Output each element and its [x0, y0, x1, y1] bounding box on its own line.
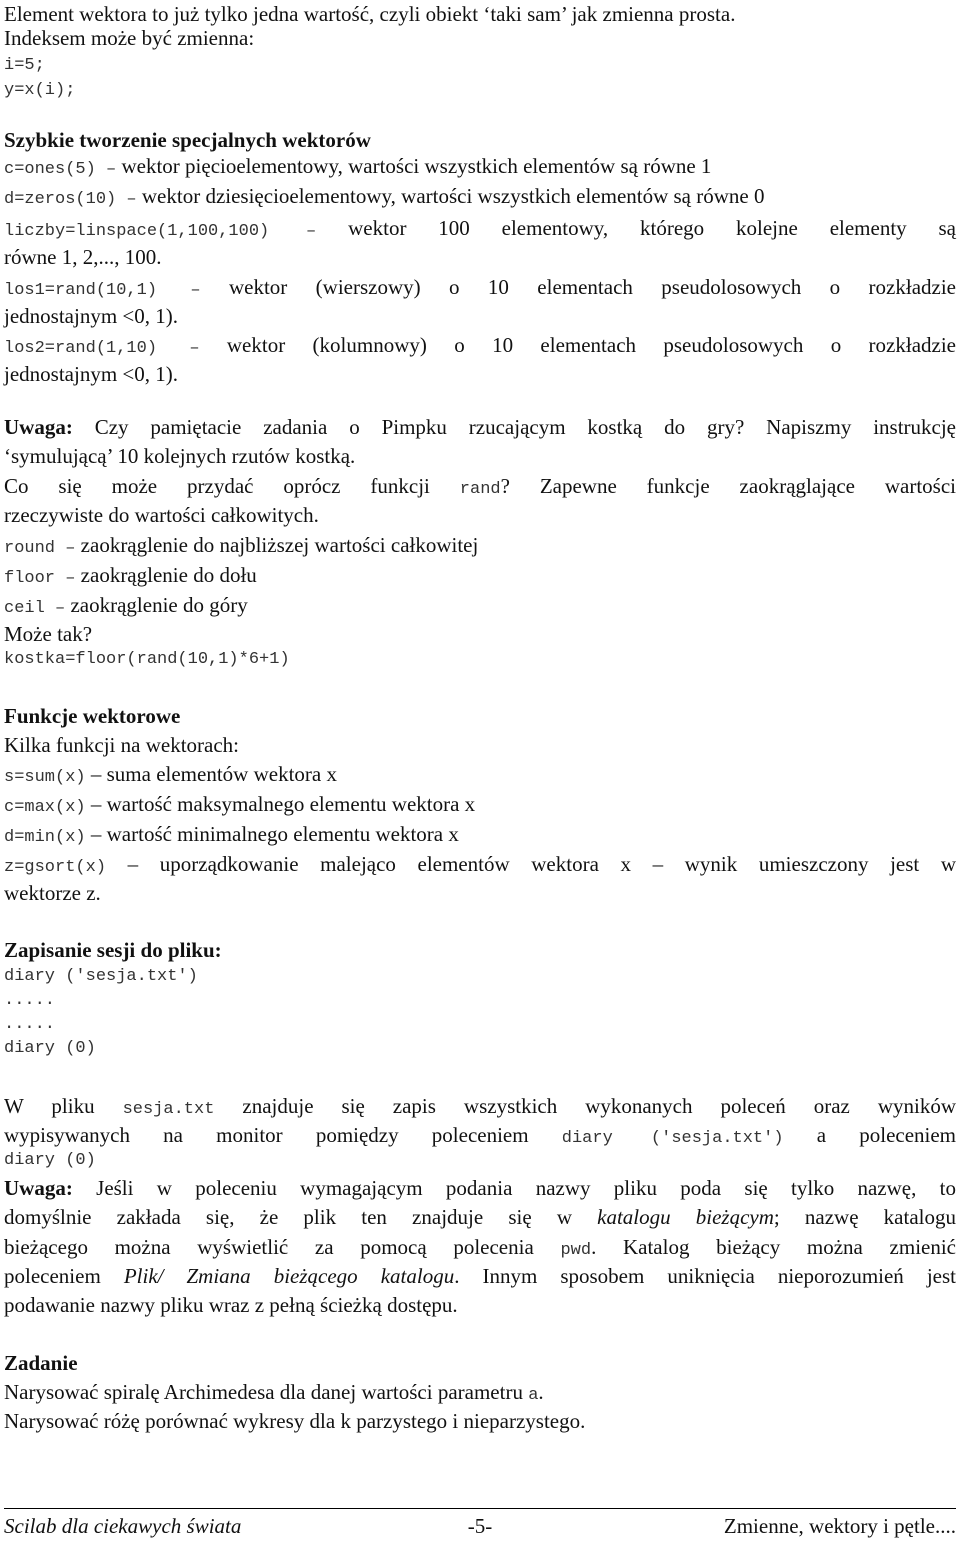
- code-linspace: liczby=linspace(1,100,100) –: [4, 222, 317, 241]
- dice-line-4: rzeczywiste do wartości całkowitych.: [4, 503, 319, 527]
- line-los2-2: jednostajnym <0, 1).: [4, 362, 178, 386]
- code-diary-open: diary ('sesja.txt'): [4, 967, 198, 986]
- code-y: y=x(i);: [4, 81, 76, 100]
- code-min: d=min(x): [4, 828, 86, 847]
- line-floor: floor – zaokrąglenie do dołu: [4, 563, 257, 588]
- task-line-1: Narysować spiralę Archimedesa dla danej wartości parametru a.: [4, 1380, 544, 1405]
- dice-line-3: Co się może przydać oprócz funkcji rand? Zapewne funkcje zaokrąglające wartości: [4, 474, 957, 499]
- note-line-4: poleceniem Plik/ Zmiana bieżącego katalogu. Innym sposobem uniknięcia nieporozumień jest: [4, 1264, 956, 1288]
- footer-rule: [4, 1508, 956, 1509]
- code-gsort: z=gsort(x): [4, 858, 107, 877]
- line-los2: los2=rand(1,10) – wektor (kolumnowy) o 10 elementach pseudolosowych o rozkładzie: [4, 333, 956, 358]
- heading-diary: Zapisanie sesji do pliku:: [4, 938, 222, 962]
- heading-vector-functions: Funkcje wektorowe: [4, 704, 181, 728]
- line-los1-2: jednostajnym <0, 1).: [4, 304, 178, 328]
- code-diary-close: diary (0): [4, 1039, 96, 1058]
- code-sesja: sesja.txt: [122, 1100, 215, 1119]
- line-round: round – zaokrąglenie do najbliższej wartości całkowitej: [4, 533, 479, 558]
- code-i: i=5;: [4, 56, 45, 75]
- code-round: round –: [4, 539, 76, 558]
- line-gsort-2: wektorze z.: [4, 881, 101, 905]
- footer-book-title: Scilab dla ciekawych świata: [4, 1514, 242, 1538]
- task-line-2: Narysować różę porównać wykresy dla k parzystego i nieparzystego.: [4, 1409, 586, 1433]
- note-line-3: bieżącego można wyświetlić za pomocą polecenia pwd. Katalog bieżący można zmienić: [4, 1235, 956, 1260]
- diary-para-line-2: wypisywanych na monitor pomiędzy poleceniem diary ('sesja.txt') a poleceniem: [4, 1123, 957, 1148]
- line-ones: c=ones(5) – wektor pięcioelementowy, wartości wszystkich elementów są równe 1: [4, 154, 712, 179]
- code-dots-2: .....: [4, 1015, 56, 1034]
- code-pwd: pwd: [560, 1241, 592, 1260]
- code-sum: s=sum(x): [4, 768, 86, 787]
- dice-line-2: ‘symulującą’ 10 kolejnych rzutów kostką.: [4, 444, 356, 468]
- footer-page-number: -5-: [467, 1514, 493, 1538]
- line-gsort: z=gsort(x) – uporządkowanie malejąco elementów wektora x – wynik umieszczony jest w: [4, 852, 957, 877]
- note-line-1: Uwaga: Jeśli w poleceniu wymagającym podania nazwy pliku poda się tylko nazwę, to: [4, 1176, 957, 1200]
- code-dots-1: .....: [4, 991, 56, 1010]
- line-los1: los1=rand(10,1) – wektor (wierszowy) o 10 elementach pseudolosowych o rozkładzie: [4, 275, 957, 300]
- footer-chapter-title: Zmienne, wektory i pętle....: [723, 1514, 956, 1538]
- code-los2: los2=rand(1,10) –: [4, 339, 200, 358]
- diary-para-line-1: W pliku sesja.txt znajduje się zapis wszystkich wykonanych poleceń oraz wyników: [4, 1094, 957, 1119]
- code-los1: los1=rand(10,1) –: [4, 281, 201, 300]
- code-diary-zero: diary (0): [4, 1151, 96, 1170]
- code-a: a: [528, 1386, 539, 1405]
- code-floor: floor –: [4, 569, 76, 588]
- heading-fast-vectors: Szybkie tworzenie specjalnych wektorów: [4, 128, 371, 152]
- line-sum: s=sum(x) – suma elementów wektora x: [4, 762, 337, 787]
- dice-question: Może tak?: [4, 622, 93, 646]
- code-kostka: kostka=floor(rand(10,1)*6+1): [4, 650, 290, 669]
- line-zeros: d=zeros(10) – wektor dziesięcioelementowy, wartości wszystkich elementów są równe 0: [4, 184, 765, 209]
- line-min: d=min(x) – wartość minimalnego elementu wektora x: [4, 822, 459, 847]
- line-linspace-2: równe 1, 2,..., 100.: [4, 245, 162, 269]
- line-ceil: ceil – zaokrąglenie do góry: [4, 593, 248, 618]
- note-line-2: domyślnie zakłada się, że plik ten znajduje się w katalogu bieżącym; nazwę katalogu: [4, 1205, 956, 1229]
- code-rand: rand: [459, 480, 501, 499]
- dice-line-1: Uwaga: Czy pamiętacie zadania o Pimpku rzucającym kostką do gry? Napiszmy instrukcję: [4, 415, 956, 439]
- heading-task: Zadanie: [4, 1351, 78, 1375]
- page-footer: [4, 1512, 956, 1540]
- line-linspace: liczby=linspace(1,100,100) – wektor 100 elementowy, którego kolejne elementy są: [4, 216, 957, 241]
- code-max: c=max(x): [4, 798, 86, 817]
- intro-line-2: Indeksem może być zmienna:: [4, 26, 255, 50]
- code-ceil: ceil –: [4, 599, 66, 618]
- line-max: c=max(x) – wartość maksymalnego elementu wektora x: [4, 792, 476, 817]
- code-zeros: d=zeros(10) –: [4, 190, 137, 209]
- code-diary-inline: diary ('sesja.txt'): [561, 1129, 784, 1148]
- vector-functions-intro: Kilka funkcji na wektorach:: [4, 733, 239, 757]
- note-line-5: podawanie nazwy pliku wraz z pełną ścieżką dostępu.: [4, 1293, 458, 1317]
- code-ones: c=ones(5) –: [4, 160, 117, 179]
- intro-line-1: Element wektora to już tylko jedna wartość, czyli obiekt ‘taki sam’ jak zmienna prosta.: [4, 2, 736, 26]
